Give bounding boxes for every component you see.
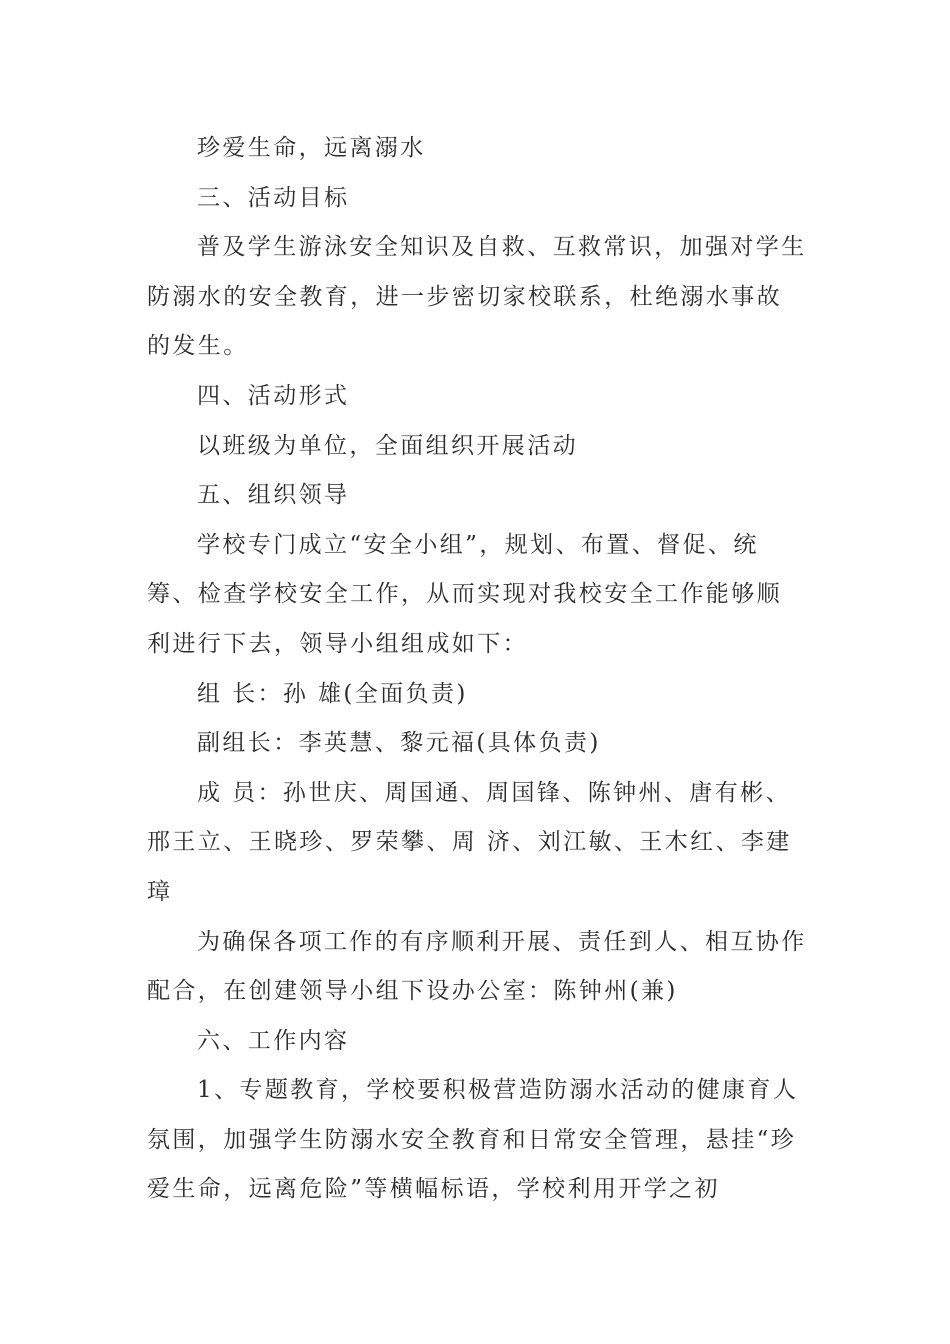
heading-activity-form: 四、活动形式: [197, 382, 350, 409]
paragraph-organization: 学校专门成立“安全小组”，规划、布置、督促、统筹、检查学校安全工作，从而实现对我校安全工作能够顺利进行下去，领导小组组成如下：: [147, 531, 782, 657]
paragraph-activity-goals: 普及学生游泳安全知识及自救、互救常识，加强对学生防溺水的安全教育，进一步密切家校联系，杜绝溺水事故的发生。: [147, 234, 807, 360]
heading-organization: 五、组织领导: [197, 482, 350, 509]
paragraph-members: 成 员：孙世庆、周国通、周国锋、陈钟州、唐有彬、邢王立、王晓珍、罗荣攀、周 济、刘江敏、王木红、李建璋: [147, 779, 792, 905]
paragraph-deputy-leader: 副组长：李英慧、黎元福(具体负责): [197, 730, 601, 757]
paragraph-work-item-1: 1、专题教育，学校要积极营造防溺水活动的健康育人氛围，加强学生防溺水安全教育和日常安全管理，悬挂“珍爱生命，远离危险”等横幅标语，学校利用开学之初: [147, 1077, 799, 1203]
paragraph-office: 为确保各项工作的有序顺利开展、责任到人、相互协作配合，在创建领导小组下设办公室：陈钟州(兼): [147, 928, 807, 1005]
paragraph-slogan: 珍爱生命，远离溺水: [197, 135, 426, 161]
heading-work-content: 六、工作内容: [197, 1027, 350, 1054]
paragraph-activity-form: 以班级为单位，全面组织开展活动: [197, 432, 578, 459]
document-body: [147, 124, 807, 1215]
paragraph-group-leader: 组 长：孙 雄(全面负责): [197, 680, 468, 707]
heading-activity-goals: 三、活动目标: [197, 184, 350, 211]
